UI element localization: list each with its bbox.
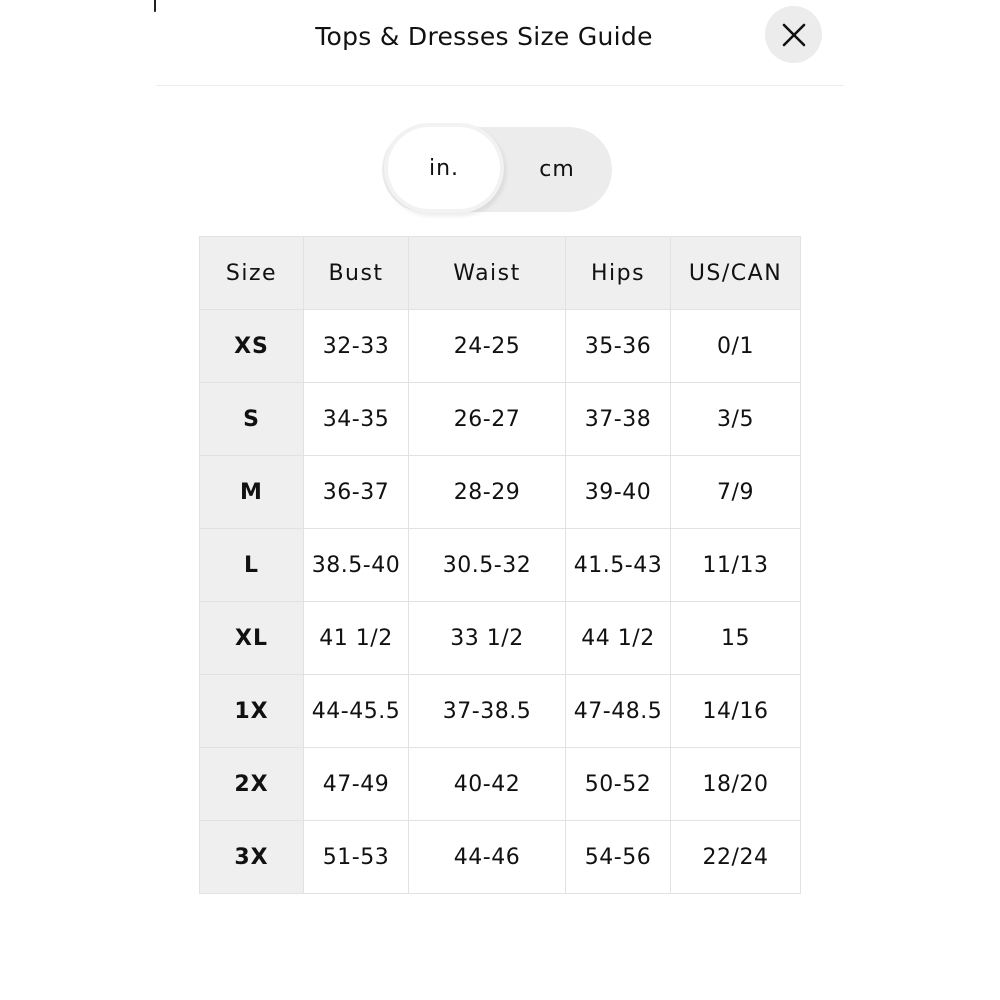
bust-cell: 51-53 [304,821,409,894]
waist-cell: 44-46 [409,821,566,894]
hips-cell: 41.5-43 [566,529,671,602]
hips-cell: 47-48.5 [566,675,671,748]
us-can-cell: 11/13 [671,529,801,602]
waist-cell: 24-25 [409,310,566,383]
hips-cell: 35-36 [566,310,671,383]
table-row [200,310,801,383]
bust-cell: 34-35 [304,383,409,456]
size-cell: 2X [200,748,304,821]
table-row [200,529,801,602]
us-can-cell: 7/9 [671,456,801,529]
hips-cell: 54-56 [566,821,671,894]
us-can-cell: 22/24 [671,821,801,894]
size-cell: S [200,383,304,456]
column-header-hips: Hips [566,237,671,310]
modal-header [156,0,844,86]
hips-cell: 50-52 [566,748,671,821]
table-row [200,748,801,821]
table-row [200,456,801,529]
bust-cell: 38.5-40 [304,529,409,602]
table-row [200,821,801,894]
waist-cell: 37-38.5 [409,675,566,748]
close-icon [781,22,807,48]
size-cell: M [200,456,304,529]
size-cell: 1X [200,675,304,748]
bust-cell: 32-33 [304,310,409,383]
column-header-us-can: US/CAN [671,237,801,310]
bust-cell: 47-49 [304,748,409,821]
close-button[interactable] [765,6,822,63]
us-can-cell: 3/5 [671,383,801,456]
size-cell: XL [200,602,304,675]
us-can-cell: 15 [671,602,801,675]
unit-option-cm[interactable]: cm [539,157,575,182]
column-header-bust: Bust [304,237,409,310]
table-header-row [200,237,801,310]
waist-cell: 40-42 [409,748,566,821]
size-cell: 3X [200,821,304,894]
unit-toggle[interactable] [382,127,612,212]
bust-cell: 36-37 [304,456,409,529]
size-cell: XS [200,310,304,383]
us-can-cell: 18/20 [671,748,801,821]
waist-cell: 30.5-32 [409,529,566,602]
bust-cell: 44-45.5 [304,675,409,748]
hips-cell: 39-40 [566,456,671,529]
column-header-size: Size [200,237,304,310]
hips-cell: 37-38 [566,383,671,456]
table-row [200,383,801,456]
waist-cell: 26-27 [409,383,566,456]
waist-cell: 28-29 [409,456,566,529]
us-can-cell: 14/16 [671,675,801,748]
us-can-cell: 0/1 [671,310,801,383]
unit-option-in[interactable]: in. [384,123,504,213]
table-row [200,675,801,748]
table-row [200,602,801,675]
waist-cell: 33 1/2 [409,602,566,675]
size-table [199,236,801,894]
hips-cell: 44 1/2 [566,602,671,675]
size-guide-modal [156,0,844,1000]
size-cell: L [200,529,304,602]
modal-title: Tops & Dresses Size Guide [315,22,653,51]
bust-cell: 41 1/2 [304,602,409,675]
column-header-waist: Waist [409,237,566,310]
